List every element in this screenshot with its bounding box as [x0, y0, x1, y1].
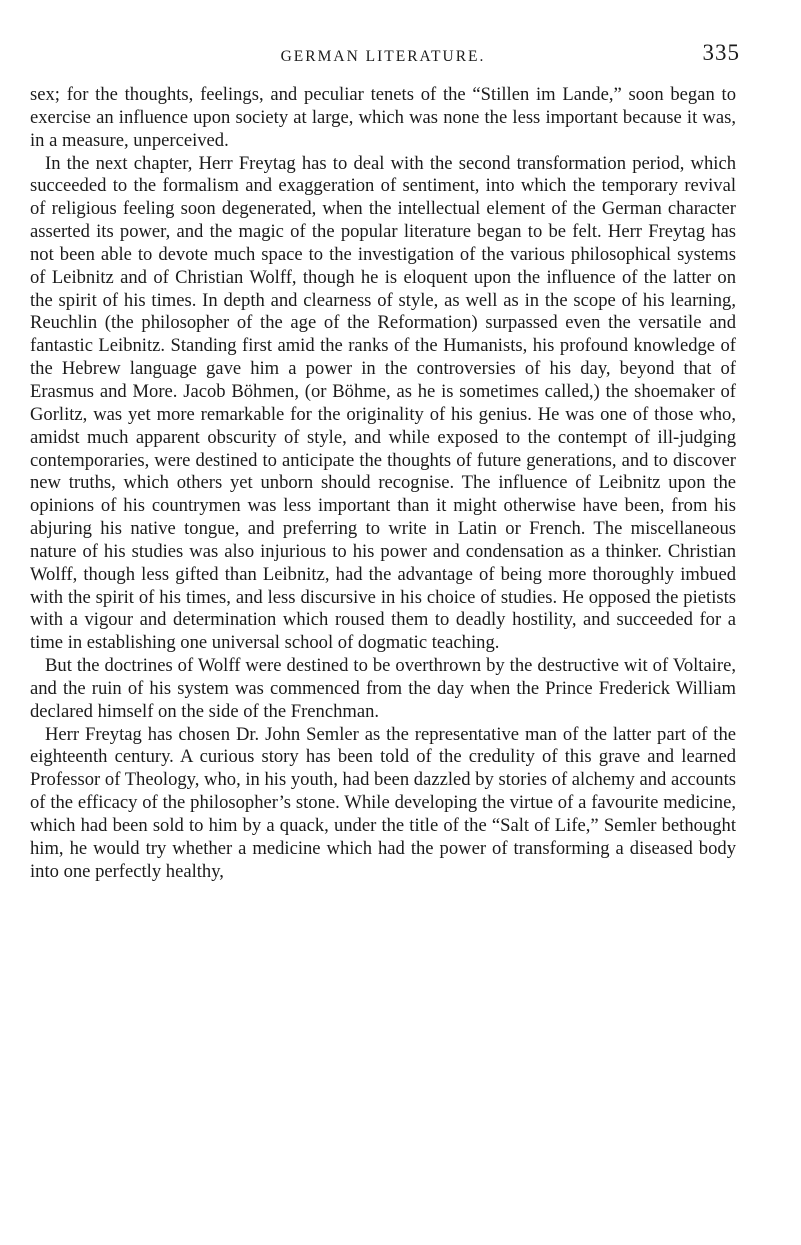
running-header	[30, 40, 740, 80]
paragraph: In the next chapter, Herr Freytag has to deal with the second transformation period, which succeeded to the formalism and exaggeration of sentiment, into which the temporary revival of religious feeling soon degenerated, when the intellectual element of the German character asserted its power, and the magic of the popular literature began to be felt. Herr Freytag has not been able to devote much space to the investigation of the various philosophical systems of Leibnitz and of Christian Wolff, though he is eloquent upon the influence of the latter on the spirit of his times. In depth and clearness of style, as well as in the scope of his learning, Reuchlin (the philosopher of the age of the Reformation) surpassed even the versatile and fantastic Leibnitz. Standing first amid the ranks of the Humanists, his profound knowledge of the Hebrew language gave him a power in the controversies of his day, beyond that of Erasmus and More. Jacob Böhmen, (or Böhme, as he is sometimes called,) the shoemaker of Gorlitz, was yet more remarkable for the originality of his genius. He was one of those who, amidst much apparent obscurity of style, and while exposed to the contempt of ill-judging contemporaries, were destined to anticipate the thoughts of future generations, and to discover new truths, which others yet unborn should recognise. The influence of Leibnitz upon the opinions of his countrymen was less important than it might otherwise have been, from his abjuring his native tongue, and preferring to write in Latin or French. The miscellaneous nature of his studies was also injurious to his power and condensation as a thinker. Christian Wolff, though less gifted than Leibnitz, had the advantage of being more thoroughly imbued with the spirit of his times, and less discursive in his choice of studies. He opposed the pietists with a vigour and determination which roused them to deadly hostility, and succeeded for a time in establishing one universal school of dogmatic teaching.	[30, 152, 736, 654]
running-title: GERMAN LITERATURE.	[280, 48, 486, 65]
page-number: 335	[702, 40, 740, 65]
paragraph: But the doctrines of Wolff were destined to be overthrown by the destructive wit of Voltaire, and the ruin of his system was commenced from the day when the Prince Frederick William declared himself on the side of the Frenchman.	[30, 655, 736, 722]
paragraph: Herr Freytag has chosen Dr. John Semler as the representative man of the latter part of the eighteenth century. A curious story has been told of the credulity of this grave and learned Professor of Theology, who, in his youth, had been dazzled by stories of alchemy and accounts of the efficacy of the philosopher’s stone. While developing the virtue of a favourite medicine, which had been sold to him by a quack, under the title of the “Salt of Life,” Semler bethought him, he would try whether a medicine which had the power of transforming a diseased body into one perfectly healthy,	[30, 723, 736, 882]
paragraph-continued: sex; for the thoughts, feelings, and peculiar tenets of the “Stillen im Lande,” soon began to exercise an influence upon society at large, which was none the less important because it was, in a measure, unperceived.	[30, 84, 736, 151]
book-page	[30, 40, 740, 884]
body-text	[30, 84, 736, 884]
